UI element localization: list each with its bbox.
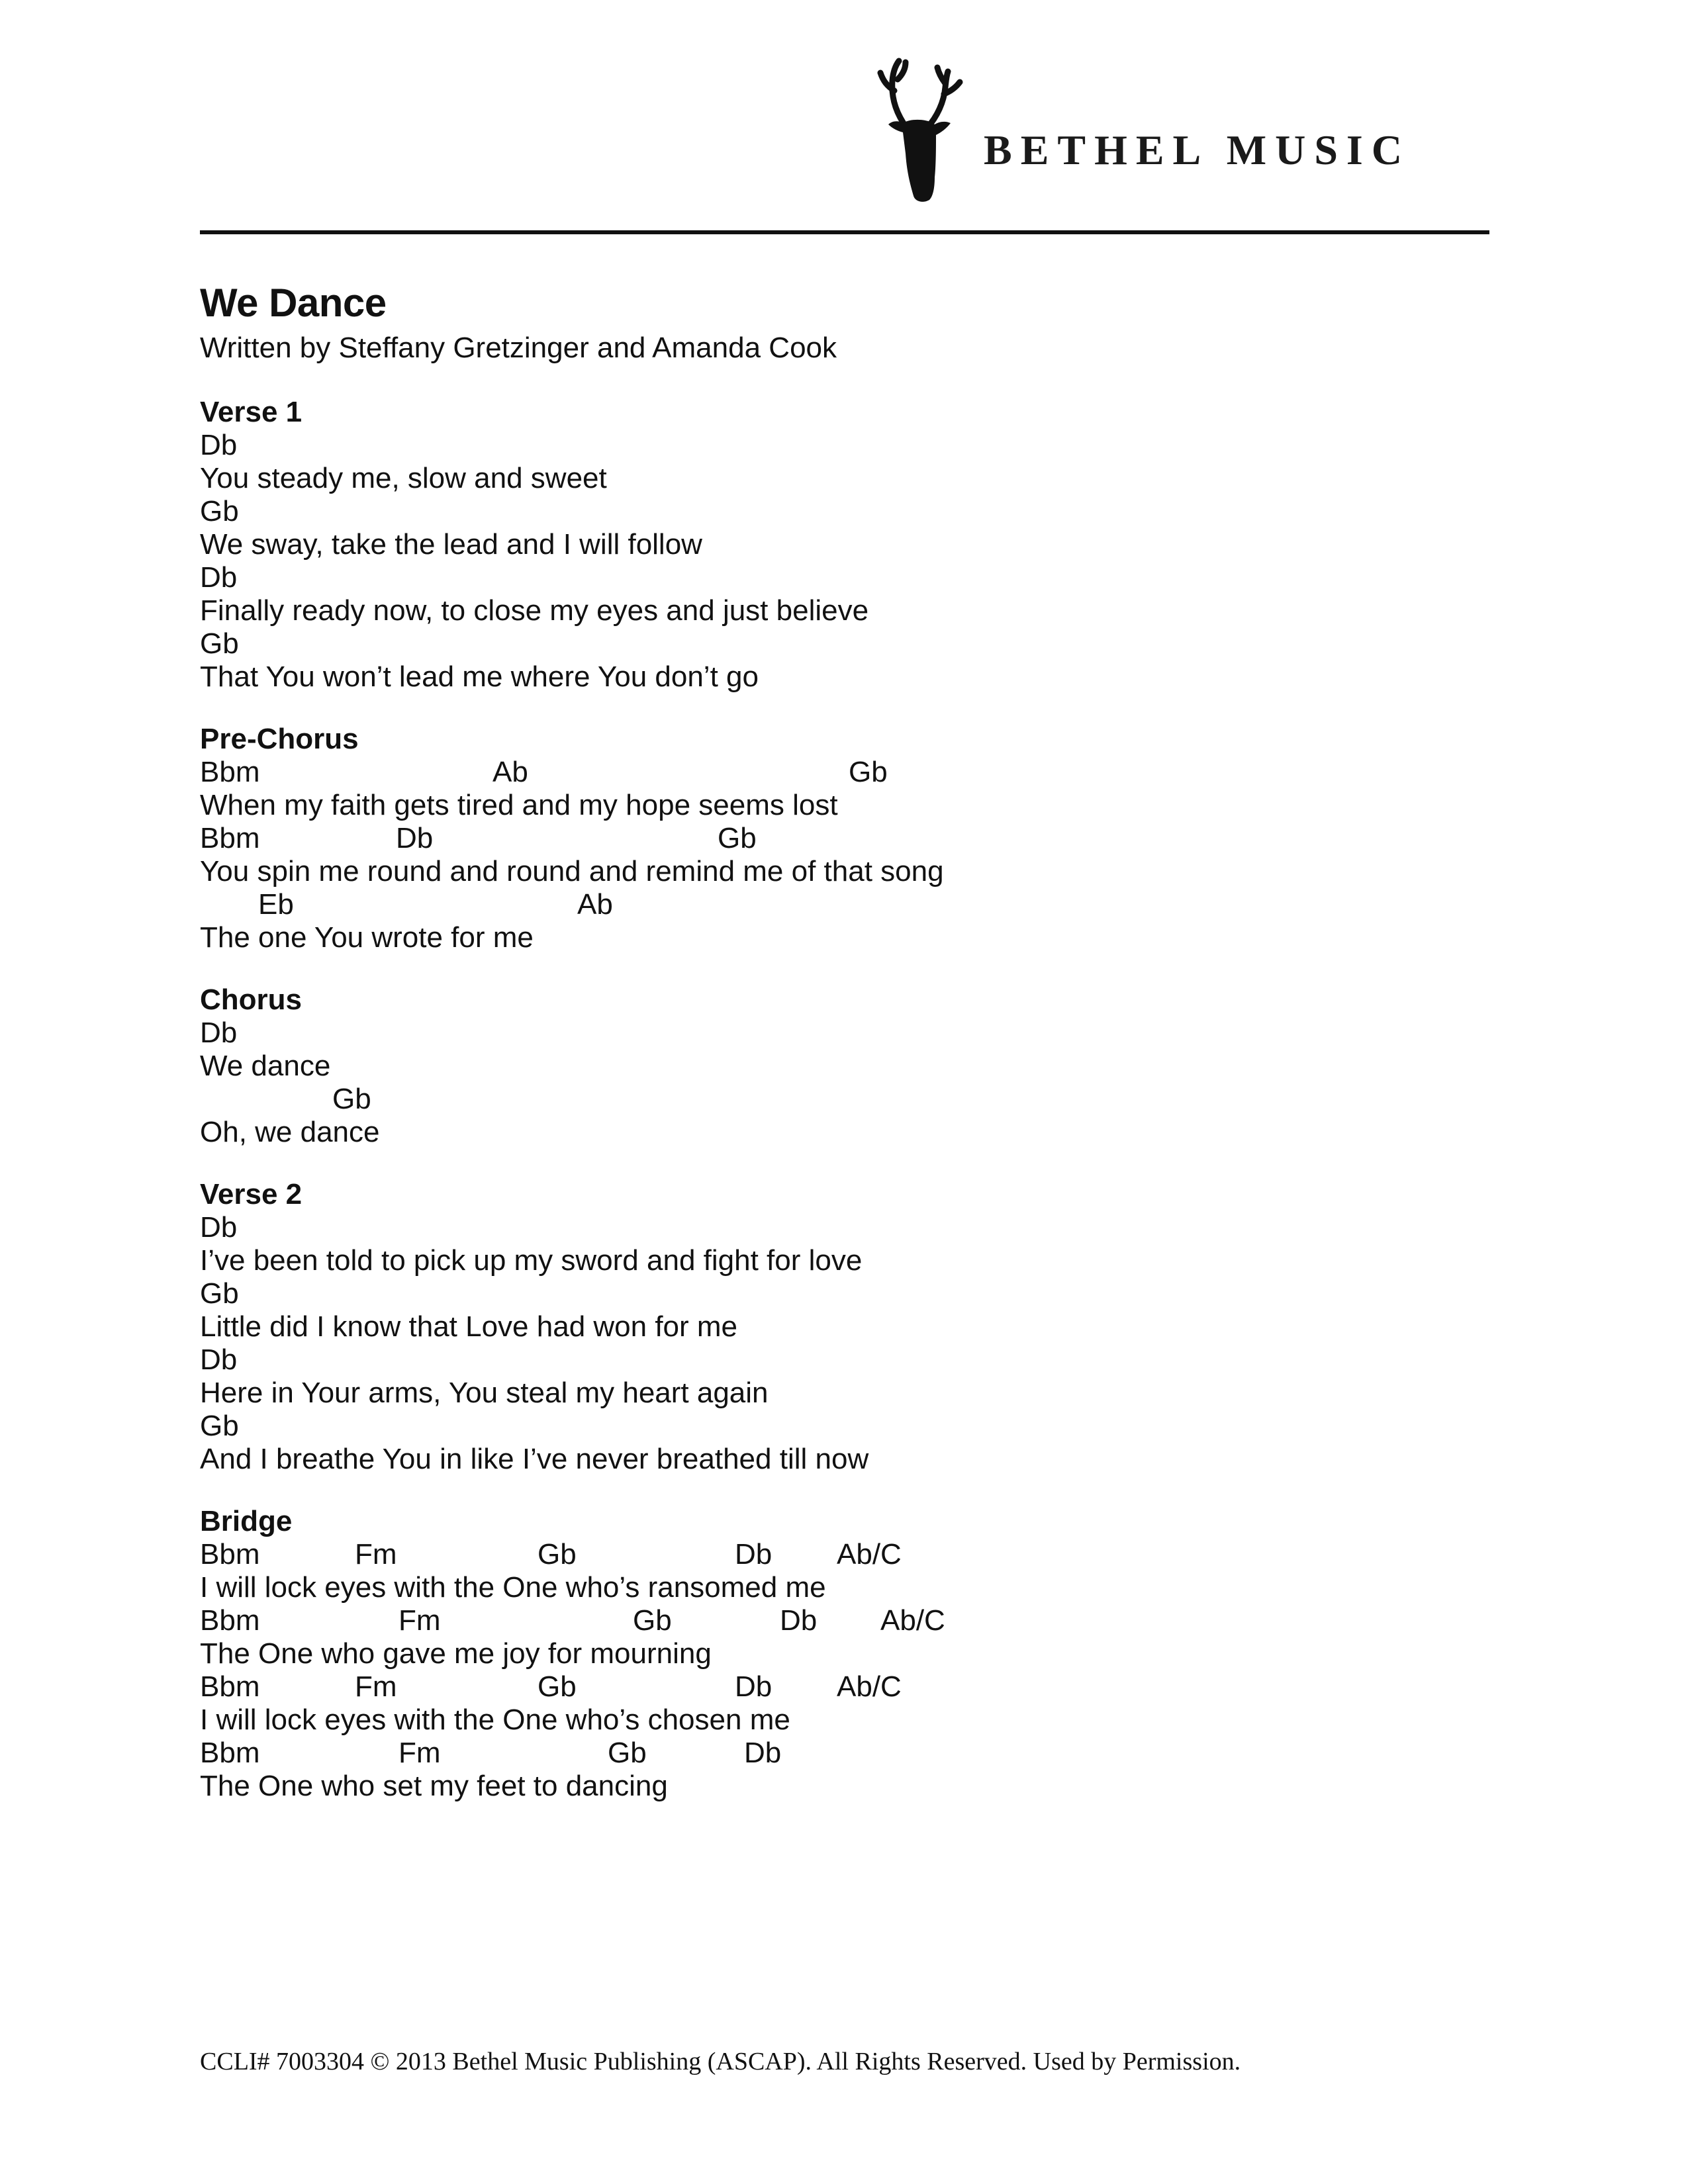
section-verse-1: [200, 396, 1484, 694]
chord-line: [200, 822, 1484, 855]
chord: Db: [744, 1737, 782, 1769]
deer-head-icon: [872, 54, 972, 206]
chord-line: [200, 561, 1484, 594]
section-chorus: [200, 983, 1484, 1149]
chord-line: [200, 1538, 1484, 1571]
chord: Db: [200, 561, 238, 594]
chord: Gb: [200, 1410, 239, 1442]
chord-line: [200, 1670, 1484, 1704]
chord: Db: [735, 1670, 773, 1703]
chord-line: [200, 1410, 1484, 1443]
lyric-line: I will lock eyes with the One who’s chosen me: [200, 1704, 790, 1736]
lyric-line: The One who gave me joy for mourning: [200, 1637, 712, 1670]
lyric-line: You spin me round and round and remind me of that song: [200, 855, 944, 887]
section-pre-chorus: [200, 723, 1484, 954]
lyric-line: We dance: [200, 1050, 331, 1082]
lyric-line: Oh, we dance: [200, 1116, 380, 1148]
section-heading: Verse 1: [200, 396, 303, 428]
chord: Bbm: [200, 756, 260, 788]
header-divider: [200, 230, 1489, 234]
chord: Bbm: [200, 1670, 260, 1703]
chord: Fm: [399, 1604, 441, 1637]
chord: Fm: [355, 1670, 397, 1703]
lyric-line: The one You wrote for me: [200, 921, 534, 954]
chord: Gb: [718, 822, 757, 854]
chord: Gb: [849, 756, 888, 788]
lyric-line: When my faith gets tired and my hope seems lost: [200, 789, 838, 821]
chord: Db: [200, 1343, 238, 1376]
section-bridge: [200, 1505, 1484, 1803]
chord: Fm: [399, 1737, 441, 1769]
lyric-line: Here in Your arms, You steal my heart again: [200, 1377, 769, 1409]
lyric-line: And I breathe You in like I’ve never breathed till now: [200, 1443, 869, 1475]
chord: Db: [396, 822, 434, 854]
chord: Gb: [538, 1538, 577, 1570]
chord-line: [200, 429, 1484, 462]
section-heading: Chorus: [200, 983, 302, 1016]
lyric-line: I will lock eyes with the One who’s ransomed me: [200, 1571, 826, 1604]
lyric-line: Finally ready now, to close my eyes and just believe: [200, 594, 869, 627]
lyric-line: We sway, take the lead and I will follow: [200, 528, 702, 561]
chord: Ab/C: [837, 1538, 902, 1570]
chord-line: [200, 1017, 1484, 1050]
chord: Gb: [200, 495, 239, 527]
chord-line: [200, 1737, 1484, 1770]
song-title: We Dance: [200, 281, 387, 325]
chord: Ab: [492, 756, 528, 788]
chord: Db: [200, 1017, 238, 1049]
chord-line: [200, 1083, 1484, 1116]
chord: Bbm: [200, 1604, 260, 1637]
lyric-line: Little did I know that Love had won for me: [200, 1310, 738, 1343]
lyric-line: I’ve been told to pick up my sword and fight for love: [200, 1244, 863, 1277]
brand-logo: [872, 54, 1468, 206]
chord: Fm: [355, 1538, 397, 1570]
chord: Gb: [633, 1604, 672, 1637]
section-heading: Verse 2: [200, 1178, 303, 1210]
chord-line: [200, 888, 1484, 921]
chord-line: [200, 1604, 1484, 1637]
chord: Gb: [200, 627, 239, 660]
chord-line: [200, 1211, 1484, 1244]
chord-line: [200, 1343, 1484, 1377]
chord: Db: [200, 1211, 238, 1244]
lyric-line: The One who set my feet to dancing: [200, 1770, 668, 1802]
chord-line: [200, 1277, 1484, 1310]
chord: Ab/C: [837, 1670, 902, 1703]
chord-line: [200, 495, 1484, 528]
chord: Bbm: [200, 822, 260, 854]
chord: Gb: [538, 1670, 577, 1703]
lyric-line: That You won’t lead me where You don’t go: [200, 660, 759, 693]
chord-line: [200, 756, 1484, 789]
chord: Bbm: [200, 1737, 260, 1769]
chord: Db: [735, 1538, 773, 1570]
chord: Db: [780, 1604, 818, 1637]
chord: Eb: [258, 888, 294, 921]
chord: Db: [200, 429, 238, 461]
section-verse-2: [200, 1178, 1484, 1476]
brand-wordmark: BETHEL MUSIC: [984, 126, 1411, 173]
copyright-notice: CCLI# 7003304 © 2013 Bethel Music Publishing (ASCAP). All Rights Reserved. Used by Permission.: [200, 2048, 1241, 2075]
chord-sheet: [200, 277, 1484, 1803]
section-heading: Bridge: [200, 1505, 293, 1537]
chord: Gb: [200, 1277, 239, 1310]
chord: Ab: [577, 888, 613, 921]
lyric-line: You steady me, slow and sweet: [200, 462, 607, 494]
chord: Ab/C: [880, 1604, 945, 1637]
chord-line: [200, 627, 1484, 660]
chord: Gb: [608, 1737, 647, 1769]
section-heading: Pre-Chorus: [200, 723, 359, 755]
chord: Gb: [332, 1083, 371, 1115]
chord: Bbm: [200, 1538, 260, 1570]
song-writers: Written by Steffany Gretzinger and Amanda Cook: [200, 332, 837, 364]
